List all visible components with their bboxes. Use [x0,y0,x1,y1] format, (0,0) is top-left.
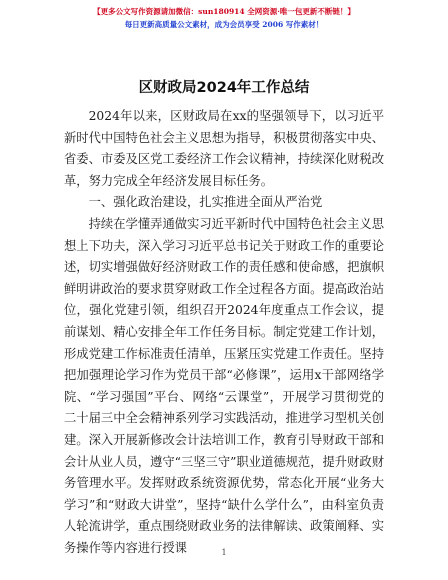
ad-banner-line-2: 每日更新高质量公文素材，成为会员享受 2006 写作素材！ [124,20,324,29]
ad-banner-line-1: 【更多公文写作资源请加微信：sun180914 全网资源·唯一包更新不断链！】 [93,7,355,16]
page-number: 1 [221,548,227,557]
section-paragraph: 持续在学懂弄通做实习近平新时代中国特色社会主义思想上下功夫，深入学习习近平总书记关于财政工作的重要论述，切实增强做好经济财政工作的责任感和使命感，把旗帜鲜明讲政治的要求贯穿财政工作全过程各方面。提高政治站位，强化党建引领，组织召开2024年度重点工作会议，提前谋划、精心安排全年工作任务目标。制定党建工作计划，形成党建工作标准责任清单，压紧压实党建工作责任。坚持把加强理论学习作为党员干部“必修课”，运用x干部网络学院、“学习强国”平台、网络“云课堂”，开展学习贯彻党的二十届三中全会精神系列学习实践活动，推进学习型机关创建。深入开展新修改会计法培训工作，教育引导财政干部和会计从业人员，遵守“三坚三守”职业道德规范，提升财政财务管理水平。发挥财政系统资源优势，常态化开展“业务大学习”和“财政大讲堂”，坚持“缺什么学什么”，由科室负责人轮流讲学，重点围绕财政业务的法律解读、政策阐释、实务操作等内容进行授课 [64,216,384,555]
intro-paragraph: 2024年以来，区财政局在xx的坚强领导下，以习近平新时代中国特色社会主义思想为指导，积极贯彻落实中央、省委、市委及区党工委经济工作会议精神，持续深化财税改革，努力完成全年经济发展目标任务。 [64,109,384,188]
document-body [64,106,384,559]
document-title: 区财政局2024年工作总结 [138,80,310,96]
section-heading: 一、强化政治建设，扎实推进全面从严治党 [88,195,323,210]
